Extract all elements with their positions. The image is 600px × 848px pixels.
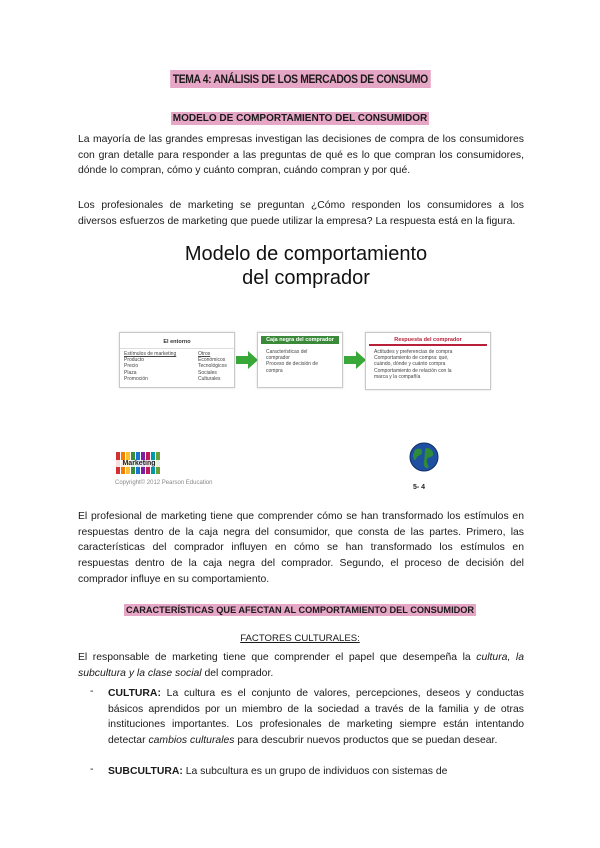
box-respuesta-text: Actitudes y preferencias de compra Comportamiento de compra: qué, cuándo, dónde y cuánto compra Comportamiento de relación con la marca y la compañía — [374, 349, 453, 380]
bullet-cultura: CULTURA: La cultura es el conjunto de valores, percepciones, deseos y conductas básicos aprendidos por un miembro de la sociedad a través de la familia y de otras instituciones importantes. Los profesionales de marketing siempre están intentando detectar cambios culturales para descubrir nuevos productos que se puedan desear. — [108, 688, 524, 747]
box-caja-negra-text: Características del comprador Proceso de decisión de compra — [266, 349, 318, 374]
box-entorno-head: El entorno — [120, 339, 234, 349]
box-entorno-col2: Otros Económicos Tecnológicos Sociales Culturales — [198, 351, 227, 382]
box-caja-negra-head: Caja negra del comprador — [261, 336, 339, 344]
bullet-subcultura: SUBCULTURA: La subcultura es un grupo de individuos con sistemas de — [108, 766, 448, 777]
arrow-icon — [236, 351, 258, 369]
slide-number: 5- 4 — [413, 484, 426, 491]
paragraph-1: La mayoría de las grandes empresas investigan las decisiones de compra de los consumidores con gran detalle para responder a las preguntas de qué es lo que compran los consumidores, dónde lo compran, cómo y cuánto compran, cuándo compran y por qué. — [78, 134, 524, 177]
box-respuesta — [365, 332, 491, 390]
figure-slide — [115, 238, 497, 498]
globe-icon — [409, 442, 439, 472]
paragraph-3: El profesional de marketing tiene que comprender cómo se han transformado los estímulos en respuestas dentro de la caja negra del consumidor, que consta de las partes. Primero, las características del comprador influyen en cómo se han transformado los estímulos en respuestas dentro de la caja negra del comprador. Segundo, el proceso de decisión del comprador influye en su comportamiento. — [78, 511, 524, 585]
box-entorno — [119, 332, 235, 388]
paragraph-4: El responsable de marketing tiene que comprender el papel que desempeña la cultura, la subcultura y la clase social del comprador. — [78, 652, 524, 679]
section-heading-caracteristicas: CARACTERÍSTICAS QUE AFECTAN AL COMPORTAMIENTO DEL CONSUMIDOR — [125, 605, 475, 615]
document-title: TEMA 4: ANÁLISIS DE LOS MERCADOS DE CONSUMO — [170, 70, 430, 88]
box-caja-negra — [257, 332, 343, 388]
section-heading-modelo: MODELO DE COMPORTAMIENTO DEL CONSUMIDOR — [172, 113, 428, 124]
subsection-heading-factores: FACTORES CULTURALES: — [240, 633, 360, 644]
arrow-icon — [344, 351, 366, 369]
marketing-logo: Marketing — [115, 452, 163, 482]
slide-title: Modelo de comportamiento del comprador — [184, 243, 428, 289]
slide-copyright: Copyright© 2012 Pearson Education — [115, 480, 213, 486]
box-respuesta-head: Respuesta del comprador — [369, 336, 487, 346]
box-entorno-col1: Estímulos de marketing Producto Precio Plaza Promoción — [124, 351, 177, 382]
bullet-marker: - — [90, 764, 94, 775]
bullet-marker: - — [90, 686, 94, 697]
paragraph-2: Los profesionales de marketing se preguntan ¿Cómo responden los consumidores a los diversos esfuerzos de marketing que puede utilizar la empresa? La respuesta está en la figura. — [78, 200, 524, 227]
